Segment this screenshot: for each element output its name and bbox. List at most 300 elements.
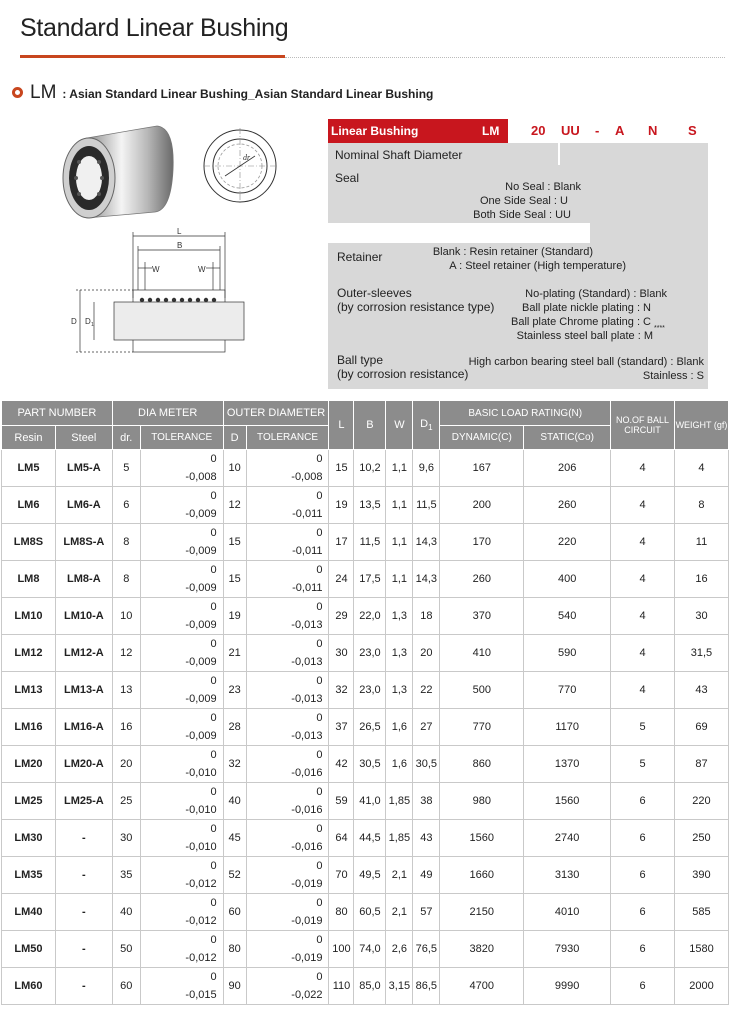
cell-weight: 2000 bbox=[674, 968, 728, 1005]
code-retainer: A bbox=[615, 123, 625, 138]
outer-option-stainless: Stainless steel ball plate : M bbox=[516, 330, 653, 342]
cell-D-tolerance bbox=[246, 783, 329, 820]
cell-dr-tolerance bbox=[140, 450, 223, 487]
cell-D1: 14,3 bbox=[413, 524, 440, 561]
table-row bbox=[2, 524, 729, 561]
cell-D1: 11,5 bbox=[413, 487, 440, 524]
cell-ball-circuit: 4 bbox=[611, 672, 675, 709]
cell-D-tolerance-upper: 0 bbox=[316, 897, 323, 909]
cell-W: 1,85 bbox=[386, 783, 413, 820]
table-row bbox=[2, 450, 729, 487]
code-seal: UU bbox=[561, 123, 580, 138]
cell-D-tolerance-upper: 0 bbox=[316, 971, 323, 983]
cell-D-tolerance bbox=[246, 561, 329, 598]
cell-weight: 30 bbox=[674, 598, 728, 635]
cell-dynamic: 2150 bbox=[440, 894, 524, 931]
cell-weight: 69 bbox=[674, 709, 728, 746]
cell-D-tolerance-upper: 0 bbox=[316, 490, 323, 502]
cell-dr-tolerance-lower: -0,008 bbox=[185, 471, 217, 483]
cell-dr-tolerance-upper: 0 bbox=[210, 527, 217, 539]
table-row bbox=[2, 709, 729, 746]
cell-D: 32 bbox=[223, 746, 246, 783]
cell-W: 1,3 bbox=[386, 635, 413, 672]
cell-D-tolerance-lower: -0,011 bbox=[292, 582, 323, 594]
cell-weight: 390 bbox=[674, 857, 728, 894]
dr-label: dr bbox=[243, 153, 251, 162]
table-body bbox=[2, 450, 729, 1005]
cell-L: 19 bbox=[329, 487, 354, 524]
cell-D-tolerance bbox=[246, 857, 329, 894]
cell-dynamic: 980 bbox=[440, 783, 524, 820]
cell-dr-tolerance-lower: -0,009 bbox=[185, 582, 217, 594]
cell-ball-circuit: 5 bbox=[611, 746, 675, 783]
cell-B: 30,5 bbox=[354, 746, 386, 783]
cell-D: 28 bbox=[223, 709, 246, 746]
seal-option-none: No Seal : Blank bbox=[505, 181, 581, 193]
cell-static: 260 bbox=[524, 487, 611, 524]
cell-resin-part: LM13 bbox=[2, 672, 56, 709]
cell-D-tolerance-lower: -0,016 bbox=[291, 767, 323, 779]
cell-B: 74,0 bbox=[354, 931, 386, 968]
step-retainer bbox=[590, 143, 633, 279]
cell-dynamic: 770 bbox=[440, 709, 524, 746]
cell-L: 59 bbox=[329, 783, 354, 820]
cell-ball-circuit: 4 bbox=[611, 598, 675, 635]
cell-D-tolerance-lower: -0,011 bbox=[292, 545, 323, 557]
cell-dr-tolerance-upper: 0 bbox=[210, 675, 217, 687]
cell-W: 2,6 bbox=[386, 931, 413, 968]
subheading bbox=[12, 82, 433, 104]
cell-dr-tolerance bbox=[140, 561, 223, 598]
cell-dr: 12 bbox=[112, 635, 140, 672]
cell-dr: 35 bbox=[112, 857, 140, 894]
outer-option-mark: **** bbox=[654, 325, 665, 332]
dimension-drawing bbox=[70, 228, 270, 368]
outer-option-nickel: Ball plate nickle plating : N bbox=[521, 302, 651, 314]
table-row bbox=[2, 968, 729, 1005]
cell-W: 1,1 bbox=[386, 524, 413, 561]
cell-L: 110 bbox=[329, 968, 354, 1005]
cell-dr-tolerance bbox=[140, 857, 223, 894]
cell-D: 15 bbox=[223, 561, 246, 598]
cell-D-tolerance bbox=[246, 931, 329, 968]
cell-static: 9990 bbox=[524, 968, 611, 1005]
cell-ball-circuit: 6 bbox=[611, 931, 675, 968]
cell-W: 1,1 bbox=[386, 450, 413, 487]
cell-dr-tolerance-upper: 0 bbox=[210, 712, 217, 724]
code-chart-header-label: Linear Bushing bbox=[331, 124, 419, 138]
cell-D: 40 bbox=[223, 783, 246, 820]
series-description: : Asian Standard Linear Bushing_Asian Standard Linear Bushing bbox=[62, 87, 434, 101]
cell-W: 1,3 bbox=[386, 672, 413, 709]
cell-weight: 585 bbox=[674, 894, 728, 931]
table-row bbox=[2, 561, 729, 598]
header-part-number: PART NUMBER bbox=[2, 401, 113, 426]
cell-L: 24 bbox=[329, 561, 354, 598]
cell-dr-tolerance-lower: -0,009 bbox=[185, 545, 217, 557]
cell-D-tolerance-lower: -0,008 bbox=[291, 471, 323, 483]
cell-D: 60 bbox=[223, 894, 246, 931]
cell-D-tolerance-lower: -0,019 bbox=[291, 878, 323, 890]
cell-static: 7930 bbox=[524, 931, 611, 968]
cell-dr-tolerance bbox=[140, 820, 223, 857]
cell-dr-tolerance bbox=[140, 709, 223, 746]
cell-D-tolerance bbox=[246, 820, 329, 857]
cell-resin-part: LM6 bbox=[2, 487, 56, 524]
cell-D-tolerance-upper: 0 bbox=[316, 749, 323, 761]
cell-W: 3,15 bbox=[386, 968, 413, 1005]
cell-dr-tolerance-lower: -0,010 bbox=[185, 804, 217, 816]
cell-dr-tolerance-lower: -0,012 bbox=[185, 915, 217, 927]
cell-dr: 30 bbox=[112, 820, 140, 857]
cell-ball-circuit: 6 bbox=[611, 968, 675, 1005]
series-code: LM bbox=[30, 82, 57, 103]
cell-dr: 50 bbox=[112, 931, 140, 968]
cell-L: 30 bbox=[329, 635, 354, 672]
cell-resin-part: LM40 bbox=[2, 894, 56, 931]
cell-dynamic: 410 bbox=[440, 635, 524, 672]
cell-dr-tolerance-lower: -0,009 bbox=[185, 656, 217, 668]
cell-dr: 10 bbox=[112, 598, 140, 635]
cell-D1: 43 bbox=[413, 820, 440, 857]
cell-D-tolerance-lower: -0,016 bbox=[291, 804, 323, 816]
cell-ball-circuit: 4 bbox=[611, 487, 675, 524]
cell-L: 80 bbox=[329, 894, 354, 931]
cell-dr-tolerance-upper: 0 bbox=[210, 601, 217, 613]
cell-resin-part: LM10 bbox=[2, 598, 56, 635]
cell-D: 12 bbox=[223, 487, 246, 524]
cell-D: 45 bbox=[223, 820, 246, 857]
cell-D-tolerance-upper: 0 bbox=[316, 712, 323, 724]
cell-D1: 30,5 bbox=[413, 746, 440, 783]
cell-D-tolerance bbox=[246, 894, 329, 931]
cell-D-tolerance-lower: -0,019 bbox=[291, 915, 323, 927]
table-row bbox=[2, 487, 729, 524]
header-steel: Steel bbox=[55, 426, 112, 450]
cell-dr: 8 bbox=[112, 524, 140, 561]
cell-weight: 87 bbox=[674, 746, 728, 783]
cell-dynamic: 4700 bbox=[440, 968, 524, 1005]
cell-L: 15 bbox=[329, 450, 354, 487]
dim-W1-label: W bbox=[152, 265, 160, 274]
retainer-label: Retainer bbox=[337, 250, 383, 264]
cell-dr: 60 bbox=[112, 968, 140, 1005]
cell-weight: 16 bbox=[674, 561, 728, 598]
cell-static: 220 bbox=[524, 524, 611, 561]
header-dynamic: DYNAMIC(C) bbox=[440, 426, 524, 450]
outer-option-chrome: Ball plate Chrome plating : C bbox=[510, 316, 651, 328]
cell-D-tolerance bbox=[246, 450, 329, 487]
cell-B: 41,0 bbox=[354, 783, 386, 820]
cell-ball-circuit: 4 bbox=[611, 524, 675, 561]
cell-D-tolerance-upper: 0 bbox=[316, 564, 323, 576]
cell-D-tolerance-lower: -0,013 bbox=[291, 730, 323, 742]
header-D1: $D_1$ bbox=[413, 401, 440, 450]
cell-D: 10 bbox=[223, 450, 246, 487]
cell-D-tolerance bbox=[246, 635, 329, 672]
cell-static: 1560 bbox=[524, 783, 611, 820]
cell-D: 19 bbox=[223, 598, 246, 635]
cell-dynamic: 167 bbox=[440, 450, 524, 487]
cell-B: 26,5 bbox=[354, 709, 386, 746]
header-weight: WEIGHT (gf) bbox=[674, 401, 728, 450]
cell-resin-part: LM5 bbox=[2, 450, 56, 487]
cell-D1: 57 bbox=[413, 894, 440, 931]
cell-D-tolerance-lower: -0,013 bbox=[291, 619, 323, 631]
header-tolerance: TOLERANCE bbox=[140, 426, 223, 450]
cell-D1: 38 bbox=[413, 783, 440, 820]
cell-D-tolerance-lower: -0,016 bbox=[291, 841, 323, 853]
cell-L: 42 bbox=[329, 746, 354, 783]
cell-steel-part: - bbox=[55, 894, 112, 931]
title-underline bbox=[20, 55, 285, 58]
cell-dr-tolerance-lower: -0,009 bbox=[185, 730, 217, 742]
cell-dr: 40 bbox=[112, 894, 140, 931]
cell-D1: 20 bbox=[413, 635, 440, 672]
cell-dr-tolerance-lower: -0,010 bbox=[185, 841, 217, 853]
cell-dynamic: 200 bbox=[440, 487, 524, 524]
code-dash: - bbox=[595, 123, 600, 138]
cell-D-tolerance-upper: 0 bbox=[316, 934, 323, 946]
code-outer-sleeve: N bbox=[648, 123, 658, 138]
cell-steel-part: LM13-A bbox=[55, 672, 112, 709]
cell-dr-tolerance-lower: -0,015 bbox=[185, 989, 217, 1001]
cell-dr-tolerance-lower: -0,009 bbox=[185, 693, 217, 705]
cell-dr-tolerance-upper: 0 bbox=[210, 897, 217, 909]
cell-dr-tolerance-upper: 0 bbox=[210, 786, 217, 798]
cell-L: 64 bbox=[329, 820, 354, 857]
code-lm: LM bbox=[482, 124, 500, 138]
cell-static: 590 bbox=[524, 635, 611, 672]
cell-B: 49,5 bbox=[354, 857, 386, 894]
cell-dr-tolerance-lower: -0,009 bbox=[185, 619, 217, 631]
cell-B: 85,0 bbox=[354, 968, 386, 1005]
cell-ball-circuit: 4 bbox=[611, 561, 675, 598]
cell-resin-part: LM60 bbox=[2, 968, 56, 1005]
ball-option-standard: High carbon bearing steel ball (standard) : Blank bbox=[468, 356, 704, 368]
cell-D-tolerance-upper: 0 bbox=[316, 786, 323, 798]
cell-dr-tolerance bbox=[140, 524, 223, 561]
cell-dynamic: 3820 bbox=[440, 931, 524, 968]
cell-dr-tolerance bbox=[140, 894, 223, 931]
cell-W: 1,3 bbox=[386, 598, 413, 635]
cell-weight: 31,5 bbox=[674, 635, 728, 672]
cell-steel-part: - bbox=[55, 857, 112, 894]
cell-dynamic: 370 bbox=[440, 598, 524, 635]
cell-dr: 16 bbox=[112, 709, 140, 746]
ball-type-sublabel: (by corrosion resistance) bbox=[337, 367, 469, 381]
cell-dr-tolerance bbox=[140, 931, 223, 968]
table-row bbox=[2, 931, 729, 968]
cell-dr-tolerance bbox=[140, 598, 223, 635]
dim-D1-label: D bbox=[85, 317, 91, 326]
cell-steel-part: LM12-A bbox=[55, 635, 112, 672]
cell-static: 1170 bbox=[524, 709, 611, 746]
seal-option-both: Both Side Seal : UU bbox=[473, 209, 571, 221]
cell-D-tolerance bbox=[246, 709, 329, 746]
cell-resin-part: LM50 bbox=[2, 931, 56, 968]
cell-D-tolerance-upper: 0 bbox=[316, 453, 323, 465]
cell-D-tolerance bbox=[246, 487, 329, 524]
cell-resin-part: LM20 bbox=[2, 746, 56, 783]
cell-steel-part: LM16-A bbox=[55, 709, 112, 746]
cell-ball-circuit: 4 bbox=[611, 635, 675, 672]
cell-D-tolerance bbox=[246, 524, 329, 561]
cell-static: 770 bbox=[524, 672, 611, 709]
cell-ball-circuit: 6 bbox=[611, 783, 675, 820]
cell-D-tolerance bbox=[246, 746, 329, 783]
cell-B: 60,5 bbox=[354, 894, 386, 931]
header-diameter: DIA METER bbox=[112, 401, 223, 426]
cell-D-tolerance bbox=[246, 672, 329, 709]
cell-W: 1,6 bbox=[386, 709, 413, 746]
cell-dr-tolerance-upper: 0 bbox=[210, 934, 217, 946]
product-photo bbox=[57, 118, 175, 224]
cell-steel-part: - bbox=[55, 968, 112, 1005]
header-W: W bbox=[386, 401, 413, 450]
cell-dr: 20 bbox=[112, 746, 140, 783]
cell-D: 21 bbox=[223, 635, 246, 672]
cell-dr-tolerance-upper: 0 bbox=[210, 453, 217, 465]
cell-D-tolerance-lower: -0,013 bbox=[291, 693, 323, 705]
header-dr: dr. bbox=[112, 426, 140, 450]
cell-L: 29 bbox=[329, 598, 354, 635]
cell-ball-circuit: 6 bbox=[611, 820, 675, 857]
retainer-option-a: A : Steel retainer (High temperature) bbox=[449, 260, 626, 272]
cell-dr-tolerance-upper: 0 bbox=[210, 564, 217, 576]
cell-steel-part: LM10-A bbox=[55, 598, 112, 635]
cell-W: 2,1 bbox=[386, 857, 413, 894]
cell-resin-part: LM8 bbox=[2, 561, 56, 598]
ball-option-stainless: Stainless : S bbox=[642, 370, 704, 382]
cell-ball-circuit: 4 bbox=[611, 450, 675, 487]
bullet-icon bbox=[12, 87, 23, 98]
table-row bbox=[2, 820, 729, 857]
dim-B-label: B bbox=[177, 241, 183, 250]
cell-D: 52 bbox=[223, 857, 246, 894]
cell-steel-part: LM6-A bbox=[55, 487, 112, 524]
cell-ball-circuit: 6 bbox=[611, 857, 675, 894]
cell-D1: 86,5 bbox=[413, 968, 440, 1005]
cell-L: 70 bbox=[329, 857, 354, 894]
cell-ball-circuit: 6 bbox=[611, 894, 675, 931]
cell-D1: 49 bbox=[413, 857, 440, 894]
specification-table bbox=[1, 400, 729, 1005]
cell-B: 10,2 bbox=[354, 450, 386, 487]
cell-D-tolerance-upper: 0 bbox=[316, 527, 323, 539]
header-tolerance-2: TOLERANCE bbox=[246, 426, 329, 450]
cell-D: 80 bbox=[223, 931, 246, 968]
cell-static: 540 bbox=[524, 598, 611, 635]
cell-B: 44,5 bbox=[354, 820, 386, 857]
step-ball bbox=[673, 143, 708, 389]
cell-resin-part: LM12 bbox=[2, 635, 56, 672]
cell-dr-tolerance bbox=[140, 746, 223, 783]
cell-D-tolerance bbox=[246, 598, 329, 635]
cell-weight: 220 bbox=[674, 783, 728, 820]
cell-dr: 5 bbox=[112, 450, 140, 487]
cell-L: 100 bbox=[329, 931, 354, 968]
cell-B: 13,5 bbox=[354, 487, 386, 524]
table-row bbox=[2, 635, 729, 672]
table-row bbox=[2, 857, 729, 894]
table-row bbox=[2, 672, 729, 709]
dim-D-label: D bbox=[71, 317, 77, 326]
cell-dr-tolerance-upper: 0 bbox=[210, 638, 217, 650]
cell-dr: 25 bbox=[112, 783, 140, 820]
cell-dr-tolerance-upper: 0 bbox=[210, 971, 217, 983]
cell-B: 23,0 bbox=[354, 635, 386, 672]
cell-D-tolerance-lower: -0,013 bbox=[291, 656, 323, 668]
cell-dr-tolerance bbox=[140, 783, 223, 820]
table-row bbox=[2, 894, 729, 931]
cell-B: 22,0 bbox=[354, 598, 386, 635]
cell-D1: 18 bbox=[413, 598, 440, 635]
cell-dr-tolerance-lower: -0,012 bbox=[185, 878, 217, 890]
cell-static: 206 bbox=[524, 450, 611, 487]
cell-ball-circuit: 5 bbox=[611, 709, 675, 746]
header-ball-circuit: NO.OF BALL CIRCUIT bbox=[611, 401, 675, 450]
cell-steel-part: LM8-A bbox=[55, 561, 112, 598]
cell-B: 23,0 bbox=[354, 672, 386, 709]
code-size: 20 bbox=[531, 123, 546, 138]
cell-dynamic: 170 bbox=[440, 524, 524, 561]
retainer-option-blank: Blank : Resin retainer (Standard) bbox=[432, 246, 593, 258]
cell-D-tolerance-lower: -0,019 bbox=[291, 952, 323, 964]
cell-weight: 250 bbox=[674, 820, 728, 857]
cell-steel-part: - bbox=[55, 820, 112, 857]
cell-B: 17,5 bbox=[354, 561, 386, 598]
cell-dr: 6 bbox=[112, 487, 140, 524]
cell-D-tolerance-upper: 0 bbox=[316, 675, 323, 687]
cell-static: 1370 bbox=[524, 746, 611, 783]
cell-dr-tolerance bbox=[140, 487, 223, 524]
cell-weight: 8 bbox=[674, 487, 728, 524]
title-divider bbox=[285, 57, 725, 58]
table-row bbox=[2, 598, 729, 635]
cell-D1: 14,3 bbox=[413, 561, 440, 598]
cell-D1: 9,6 bbox=[413, 450, 440, 487]
cell-D: 90 bbox=[223, 968, 246, 1005]
cell-dynamic: 500 bbox=[440, 672, 524, 709]
dim-W2-label: W bbox=[198, 265, 206, 274]
cell-weight: 4 bbox=[674, 450, 728, 487]
cell-dr-tolerance-upper: 0 bbox=[210, 860, 217, 872]
nominal-shaft-label: Nominal Shaft Diameter bbox=[335, 148, 463, 162]
cell-dr-tolerance-upper: 0 bbox=[210, 823, 217, 835]
cell-D-tolerance-lower: -0,011 bbox=[292, 508, 323, 520]
cell-D1: 27 bbox=[413, 709, 440, 746]
cell-dynamic: 260 bbox=[440, 561, 524, 598]
cell-dr-tolerance-lower: -0,010 bbox=[185, 767, 217, 779]
ball-type-label: Ball type bbox=[337, 353, 384, 367]
table-row bbox=[2, 783, 729, 820]
header-B: B bbox=[354, 401, 386, 450]
cell-dr-tolerance bbox=[140, 672, 223, 709]
cell-dr: 13 bbox=[112, 672, 140, 709]
cell-resin-part: LM35 bbox=[2, 857, 56, 894]
cell-dynamic: 1660 bbox=[440, 857, 524, 894]
seal-option-one: One Side Seal : U bbox=[479, 195, 568, 207]
cell-B: 11,5 bbox=[354, 524, 386, 561]
cell-dr-tolerance bbox=[140, 968, 223, 1005]
cell-resin-part: LM25 bbox=[2, 783, 56, 820]
cell-dr-tolerance bbox=[140, 635, 223, 672]
cell-dynamic: 860 bbox=[440, 746, 524, 783]
cell-W: 1,1 bbox=[386, 561, 413, 598]
cell-dr-tolerance-upper: 0 bbox=[210, 749, 217, 761]
cell-W: 1,1 bbox=[386, 487, 413, 524]
